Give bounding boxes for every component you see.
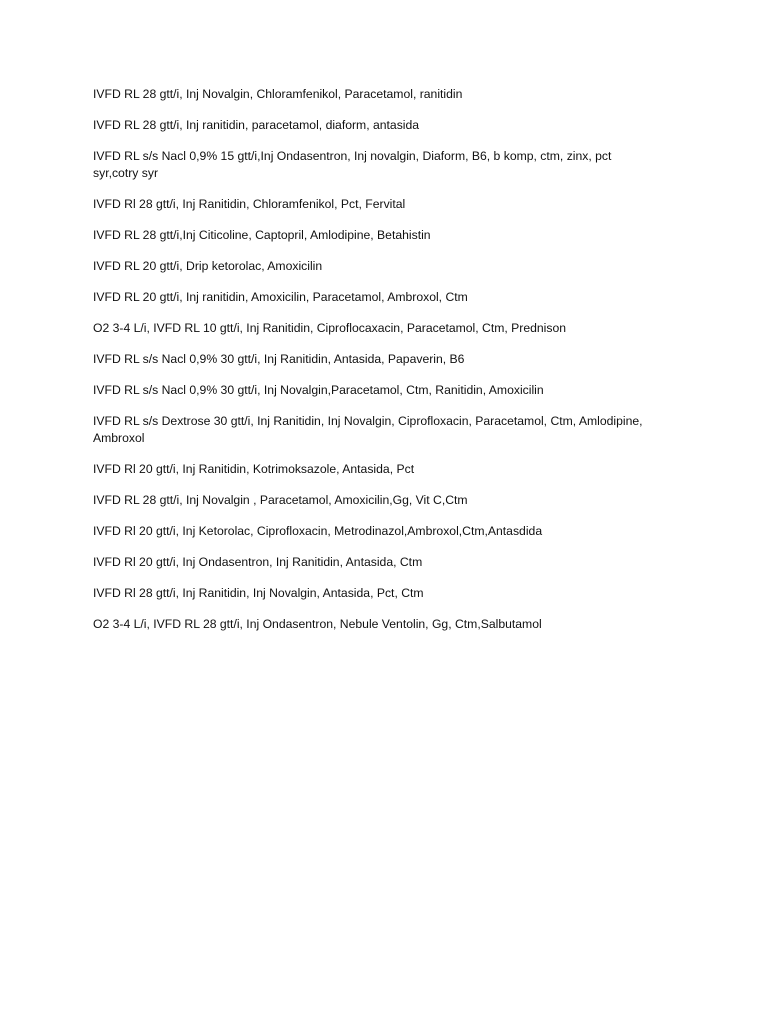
prescription-line: IVFD Rl 28 gtt/i, Inj Ranitidin, Inj Novalgin, Antasida, Pct, Ctm [93,586,424,600]
prescription-line: O2 3-4 L/i, IVFD RL 28 gtt/i, Inj Ondasentron, Nebule Ventolin, Gg, Ctm,Salbutamol [93,617,542,631]
prescription-line: IVFD RL s/s Dextrose 30 gtt/i, Inj Ranitidin, Inj Novalgin, Ciprofloxacin, Paracetamol, Ctm, Amlodipine, Ambroxol [93,414,643,445]
prescription-line: IVFD RL 28 gtt/i, Inj Novalgin, Chloramfenikol, Paracetamol, ranitidin [93,87,463,101]
prescription-line: IVFD RL 28 gtt/i, Inj Novalgin , Paracetamol, Amoxicilin,Gg, Vit C,Ctm [93,493,468,507]
prescription-line: IVFD Rl 28 gtt/i, Inj Ranitidin, Chloramfenikol, Pct, Fervital [93,197,406,211]
prescription-line: IVFD Rl 20 gtt/i, Inj Ondasentron, Inj Ranitidin, Antasida, Ctm [93,555,423,569]
prescription-line: IVFD RL s/s Nacl 0,9% 30 gtt/i, Inj Ranitidin, Antasida, Papaverin, B6 [93,352,465,366]
prescription-line: IVFD RL 20 gtt/i, Inj ranitidin, Amoxicilin, Paracetamol, Ambroxol, Ctm [93,290,468,304]
prescription-line: IVFD RL s/s Nacl 0,9% 30 gtt/i, Inj Novalgin,Paracetamol, Ctm, Ranitidin, Amoxicilin [93,383,544,397]
prescription-line: IVFD RL 20 gtt/i, Drip ketorolac, Amoxicilin [93,259,323,273]
prescription-list [93,86,653,647]
prescription-line: IVFD Rl 20 gtt/i, Inj Ranitidin, Kotrimoksazole, Antasida, Pct [93,462,415,476]
prescription-line: IVFD Rl 20 gtt/i, Inj Ketorolac, Ciprofloxacin, Metrodinazol,Ambroxol,Ctm,Antasdida [93,524,543,538]
prescription-line: IVFD RL 28 gtt/i,Inj Citicoline, Captopril, Amlodipine, Betahistin [93,228,431,242]
prescription-line: IVFD RL 28 gtt/i, Inj ranitidin, paracetamol, diaform, antasida [93,118,420,132]
prescription-line: O2 3-4 L/i, IVFD RL 10 gtt/i, Inj Ranitidin, Ciproflocaxacin, Paracetamol, Ctm, Prednison [93,321,567,335]
prescription-line: IVFD RL s/s Nacl 0,9% 15 gtt/i,Inj Ondasentron, Inj novalgin, Diaform, B6, b komp, ctm, zinx, pct syr,cotry syr [93,149,612,180]
